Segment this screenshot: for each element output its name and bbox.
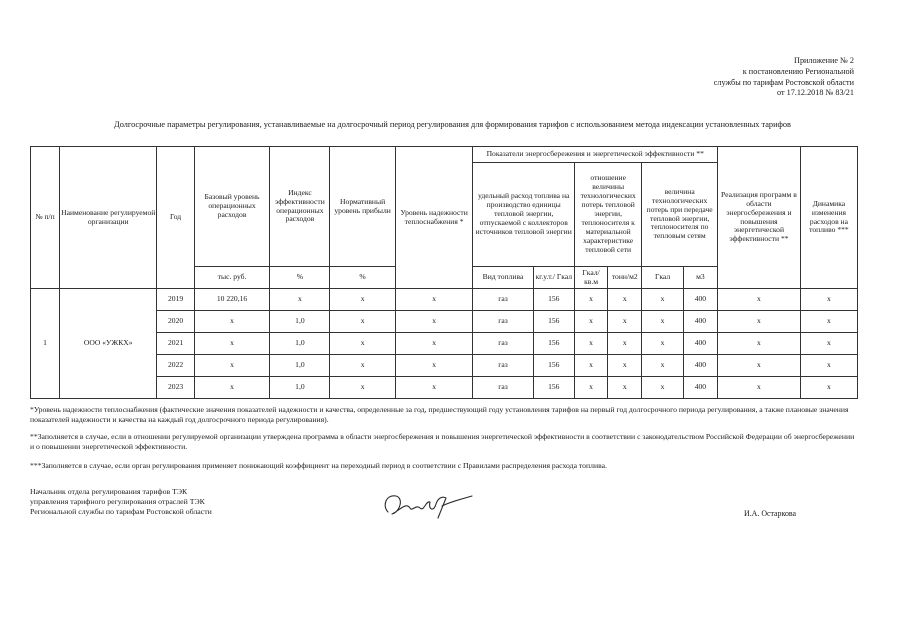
cell-loss-ratio-2: х — [608, 289, 642, 311]
parameters-table — [30, 146, 858, 399]
footnote-fuel-dynamics: ***Заполняется в случае, если орган регулирования применяет понижающий коэффициент на переходный период в соответствии с Правилами распределения расхода топлива. — [30, 461, 607, 470]
appendix-line: службы по тарифам Ростовской области — [713, 77, 854, 87]
cell-dynamics: х — [800, 333, 857, 355]
cell-year: 2020 — [157, 311, 194, 333]
appendix-line: от 17.12.2018 № 83/21 — [776, 88, 854, 98]
cell-year: 2019 — [157, 289, 194, 311]
cell-dynamics: х — [800, 377, 857, 399]
cell-rate: 156 — [533, 355, 574, 377]
signatory-position — [30, 487, 212, 518]
cell-year: 2022 — [157, 355, 194, 377]
header-fuel-rate: удельный расход топлива на производство единицы тепловой энергии, отпускаемой с коллекторов источников тепловой энергии — [473, 163, 575, 267]
cell-reliability: х — [395, 377, 473, 399]
cell-loss-ratio-2: х — [608, 377, 642, 399]
unit-fuel-type: Вид топлива — [473, 267, 533, 289]
row-num: 1 — [31, 289, 60, 399]
header-loss-amount: величина технологических потерь при передаче тепловой энергии, теплоносителя по тепловым сетям — [642, 163, 718, 267]
unit-base: тыс. руб. — [194, 267, 270, 289]
cell-index: 1,0 — [270, 333, 330, 355]
unit-loss-amount-1: Гкал — [642, 267, 683, 289]
header-program: Реализация программ в области энергосбережения и повышения энергетической эффективности ** — [717, 147, 800, 289]
cell-program: х — [717, 289, 800, 311]
header-reliability: Уровень надежности теплоснабжения * — [395, 147, 473, 289]
row-org-name: ООО «УЖКХ» — [60, 289, 157, 399]
cell-loss-ratio-1: х — [575, 289, 608, 311]
cell-program: х — [717, 355, 800, 377]
cell-index: 1,0 — [270, 377, 330, 399]
cell-program: х — [717, 333, 800, 355]
cell-fuel: газ — [473, 289, 533, 311]
cell-loss-ratio-2: х — [608, 355, 642, 377]
cell-loss-amount-2: 400 — [683, 355, 717, 377]
cell-base: 10 220,16 — [194, 289, 270, 311]
signatory-line: Начальник отдела регулирования тарифов ТЭК — [30, 487, 188, 496]
cell-profit: х — [330, 377, 395, 399]
header-profit-level: Нормативный уровень прибыли — [330, 147, 395, 267]
cell-fuel: газ — [473, 333, 533, 355]
cell-index: 1,0 — [270, 355, 330, 377]
cell-profit: х — [330, 333, 395, 355]
cell-loss-ratio-1: х — [575, 355, 608, 377]
cell-reliability: х — [395, 289, 473, 311]
footnote-reliability: *Уровень надежности теплоснабжения (фактические значения показателей надежности и качества, определенные за год, предшествующий году установления тарифов на первый год долгосрочного периода регулирования, а также плановые значения показателей надежности и качества на каждый год долгосрочного периода регулирования). — [30, 405, 849, 424]
unit-loss-ratio-2: тонн/м2 — [608, 267, 642, 289]
header-num: № п/п — [31, 147, 60, 289]
cell-loss-amount-1: х — [642, 377, 683, 399]
header-energy-group: Показатели энергосбережения и энергетической эффективности ** — [473, 147, 718, 163]
signatory-line: Региональной службы по тарифам Ростовской области — [30, 507, 212, 517]
cell-loss-amount-1: х — [642, 333, 683, 355]
cell-year: 2021 — [157, 333, 194, 355]
cell-index: х — [270, 289, 330, 311]
cell-base: х — [194, 355, 270, 377]
cell-base: х — [194, 333, 270, 355]
cell-reliability: х — [395, 333, 473, 355]
cell-loss-amount-2: 400 — [683, 311, 717, 333]
cell-profit: х — [330, 355, 395, 377]
cell-base: х — [194, 311, 270, 333]
unit-index: % — [270, 267, 330, 289]
header-efficiency-index: Индекс эффективности операционных расходов — [270, 147, 330, 267]
footnote-energy-program: **Заполняется в случае, если в отношении регулируемой организации утверждена программа в области энергосбережения и повышения энергетической эффективности в соответствии с законодательством Российской Федерации об энергосбережении и о повышении энергетической эффективности. — [30, 432, 855, 451]
header-loss-ratio: отношение величины технологических потерь тепловой энергии, теплоносителя к материальной характеристике тепловой сети — [575, 163, 642, 267]
cell-loss-amount-2: 400 — [683, 333, 717, 355]
header-year: Год — [157, 147, 194, 289]
cell-dynamics: х — [800, 289, 857, 311]
cell-loss-ratio-1: х — [575, 377, 608, 399]
unit-profit: % — [330, 267, 395, 289]
cell-fuel: газ — [473, 311, 533, 333]
appendix-header — [714, 56, 854, 99]
header-fuel-dynamics: Динамика изменения расходов на топливо *** — [800, 147, 857, 289]
cell-reliability: х — [395, 355, 473, 377]
cell-loss-ratio-1: х — [575, 311, 608, 333]
cell-reliability: х — [395, 311, 473, 333]
appendix-line: к постановлению Региональной — [742, 66, 854, 76]
cell-year: 2023 — [157, 377, 194, 399]
unit-loss-amount-2: м3 — [683, 267, 717, 289]
cell-fuel: газ — [473, 377, 533, 399]
cell-loss-amount-1: х — [642, 311, 683, 333]
cell-loss-amount-1: х — [642, 355, 683, 377]
cell-profit: х — [330, 289, 395, 311]
cell-rate: 156 — [533, 289, 574, 311]
document-title: Долгосрочные параметры регулирования, устанавливаемые на долгосрочный период регулирования для формирования тарифов с использованием метода индексации установленных тарифов — [114, 120, 791, 129]
handwritten-signature — [380, 488, 480, 522]
header-org: Наименование регулируемой организации — [60, 147, 157, 289]
cell-loss-amount-1: х — [642, 289, 683, 311]
cell-program: х — [717, 377, 800, 399]
cell-dynamics: х — [800, 355, 857, 377]
cell-base: х — [194, 377, 270, 399]
cell-rate: 156 — [533, 377, 574, 399]
table-row — [31, 289, 858, 311]
cell-loss-ratio-2: х — [608, 311, 642, 333]
appendix-line: Приложение № 2 — [794, 56, 854, 65]
unit-fuel-rate: кг.у.т./ Гкал — [533, 267, 574, 289]
cell-loss-ratio-2: х — [608, 333, 642, 355]
cell-loss-amount-2: 400 — [683, 289, 717, 311]
signatory-line: управления тарифного регулирования отраслей ТЭК — [30, 497, 205, 507]
cell-fuel: газ — [473, 355, 533, 377]
cell-rate: 156 — [533, 311, 574, 333]
cell-dynamics: х — [800, 311, 857, 333]
header-base-opex: Базовый уровень операционных расходов — [194, 147, 270, 267]
unit-loss-ratio-1: Гкал/ кв.м — [575, 267, 608, 289]
cell-loss-amount-2: 400 — [683, 377, 717, 399]
signatory-name: И.А. Остаркова — [744, 509, 797, 518]
cell-rate: 156 — [533, 333, 574, 355]
cell-loss-ratio-1: х — [575, 333, 608, 355]
cell-profit: х — [330, 311, 395, 333]
cell-program: х — [717, 311, 800, 333]
cell-index: 1,0 — [270, 311, 330, 333]
